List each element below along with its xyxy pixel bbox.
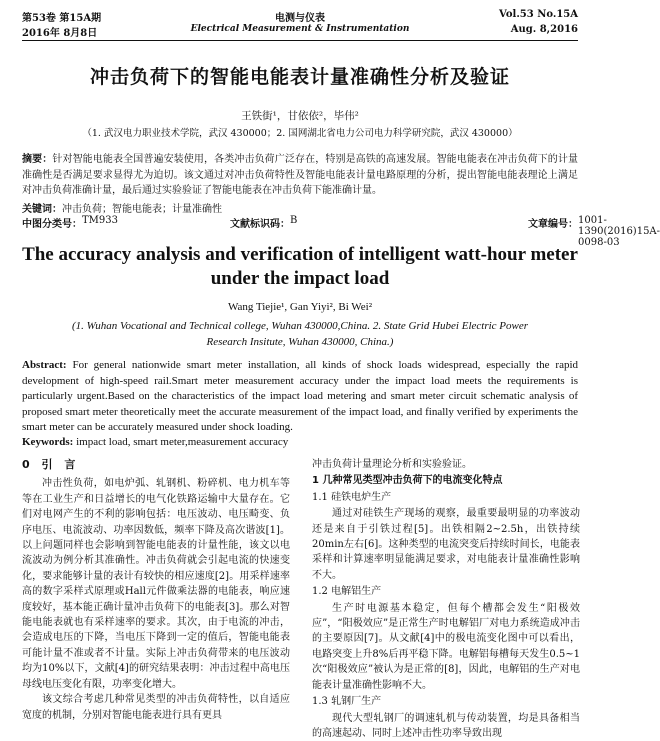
authors-cn: 王铁街¹，甘依依²，毕伟² xyxy=(0,108,600,123)
doc-code-value: B xyxy=(290,215,297,226)
volume-en: Vol.53 No.15A xyxy=(499,9,578,20)
running-header xyxy=(22,6,578,41)
journal-name-en: Electrical Measurement & Instrumentation xyxy=(22,24,578,34)
abstract-cn xyxy=(22,152,578,199)
body-paragraph: 现代大型轧钢厂的调速轧机与传动装置，均是具备相当的高速起动、同时上述冲击性功率导致出现 xyxy=(312,711,580,741)
body-paragraph: 冲击负荷计量理论分析和实验验证。 xyxy=(312,457,580,472)
subsection-heading-1-3: 1.3 轧钢厂生产 xyxy=(312,694,580,709)
keywords-cn xyxy=(22,200,222,215)
keywords-en xyxy=(22,436,288,448)
keywords-label-cn: 关键词： xyxy=(22,204,62,215)
article-no-value: 1001-1390(2016)15A-0098-03 xyxy=(578,215,660,248)
body-paragraph: 该文综合考虑几种常见类型的冲击负荷特性，以自适应宽度的机制，分别对智能电能表进行具有更具 xyxy=(22,692,290,723)
title-en-line1: The accuracy analysis and verification of intelligent watt-hour meter xyxy=(0,243,600,267)
clc-value: TM933 xyxy=(82,215,118,226)
doc-code-label: 文献标识码： xyxy=(230,219,290,230)
keywords-label-en: Keywords: xyxy=(22,436,73,448)
date-cn: 2016年 8月8日 xyxy=(22,24,97,39)
body-column-right xyxy=(312,457,580,741)
article-number xyxy=(528,215,578,230)
abstract-en xyxy=(22,358,578,436)
body-paragraph: 通过对硅铁生产现场的观察，最重要最明显的功率波动还是来自于引铁过程[5]。出铁相隔2~2.5h，出铁持续20min左右[6]。这种类型的电流突变后持续时间长，电能表采样和计算速率明显能满足要求，对电能表计量准确性影响不大。 xyxy=(312,506,580,583)
document-code xyxy=(230,215,290,230)
affiliation-cn: （1. 武汉电力职业技术学院，武汉 430000；2. 国网湖北省电力公司电力科学研究院，武汉 430000） xyxy=(0,125,600,139)
article-no-label: 文章编号： xyxy=(528,219,578,230)
classification-row xyxy=(22,215,578,229)
title-en xyxy=(0,243,600,291)
abstract-text-cn: 针对智能电能表全国普遍安装使用，各类冲击负荷广泛存在，特别是高铁的高速发展。智能电能表在冲击负荷下的计量准确性是否满足要求显得尤为迫切。该文通过对冲击负荷特性及智能电能表计量电路原理的分析，提出智能电能表理论上满足对冲击负荷准确计量，最后通过实验验证了智能电能表在冲击负荷下能准确计量。 xyxy=(22,154,578,196)
section-heading-introduction: 0 引 言 xyxy=(22,457,290,472)
title-en-line2: under the impact load xyxy=(0,267,600,291)
body-paragraph: 生产时电源基本稳定，但每个槽都会发生“阳极效应”，“阳极效应”是正常生产时电解铝厂对电力系统造成冲击的主要原因[7]。从文献[4]中的极电流变化图中可以看出，电路突变上升8%后再平稳下降。电解铝每槽每天发生0.5~1次“阳极效应”被认为是正常的[8]，因此，电解铝的生产对电能表计量准确性影响不大。 xyxy=(312,601,580,693)
keywords-text-en: impact load, smart meter,measurement accuracy xyxy=(76,436,288,448)
subsection-heading-1-1: 1.1 硅铁电炉生产 xyxy=(312,490,580,505)
volume-cn: 第53卷 第15A期 xyxy=(22,9,101,24)
title-cn: 冲击负荷下的智能电能表计量准确性分析及验证 xyxy=(0,62,600,89)
abstract-text-en: For general nationwide smart meter installation, all kinds of shock loads widespread, especially the rapid development of high-speed rail.Smart meter measurement accuracy under the impact load meets the requirements is particularly urgent.Based on the characteristics of the impact load metering and smart meter circuit schematic analysis of proposed smart meter theoretically meet the accurate measurement of the impact load, and finally verified by experiments the smart meter can be accurately measured under shock loading. xyxy=(22,359,578,433)
section-heading-1: 1 几种常见类型冲击负荷下的电流变化特点 xyxy=(312,473,580,488)
authors-en: Wang Tiejie¹, Gan Yiyi², Bi Wei² xyxy=(0,301,600,313)
clc-number xyxy=(22,215,82,230)
abstract-label-cn: 摘要： xyxy=(22,154,52,165)
body-column-left xyxy=(22,457,290,723)
journal-name-cn: 电测与仪表 xyxy=(22,9,578,24)
date-en: Aug. 8,2016 xyxy=(511,24,578,35)
clc-label: 中图分类号： xyxy=(22,219,82,230)
keywords-text-cn: 冲击负荷；智能电能表；计量准确性 xyxy=(62,204,222,215)
affiliation-en: (1. Wuhan Vocational and Technical college, Wuhan 430000,China. 2. State Grid Hubei Electric Power Research Insitute, Wuhan 430000, China.) xyxy=(60,318,540,350)
subsection-heading-1-2: 1.2 电解铝生产 xyxy=(312,584,580,599)
abstract-label-en: Abstract: xyxy=(22,359,67,371)
body-paragraph: 冲击性负荷，如电炉弧、轧钢机、粉碎机、电力机车等等在工业生产和日益增长的电气化铁路运输中大量存在。它们对电网产生的不利的影响包括：电压波动、电压畸变、负序电压、电流波动、功率因数低，频率下降及高次谐波[1]。以上问题同样也会影响到智能电能表的计量性能，该文以电流波动为例分析其准确性。冲击负荷就会引起电流的快速变化，要求能够计量的表计有较快的相应速度[2]。用采样速率高的数字采样式原理或Hall元件做乘法器的电能表，响应速度较好，基本能正确计量冲击负荷下的电能表[3]。那么对智能电能表就也有采样速率的要求。其次，由于电流的冲击，会造成电压的下降，当电压下降到一定的值后，智能电能表可能计量不准或者不计量。实际上冲击负荷带来的电压波动均为10%以下，文献[4]的研究结果表明：冲击过程中高电压母线电压变化有限，功率变化增大。 xyxy=(22,476,290,692)
